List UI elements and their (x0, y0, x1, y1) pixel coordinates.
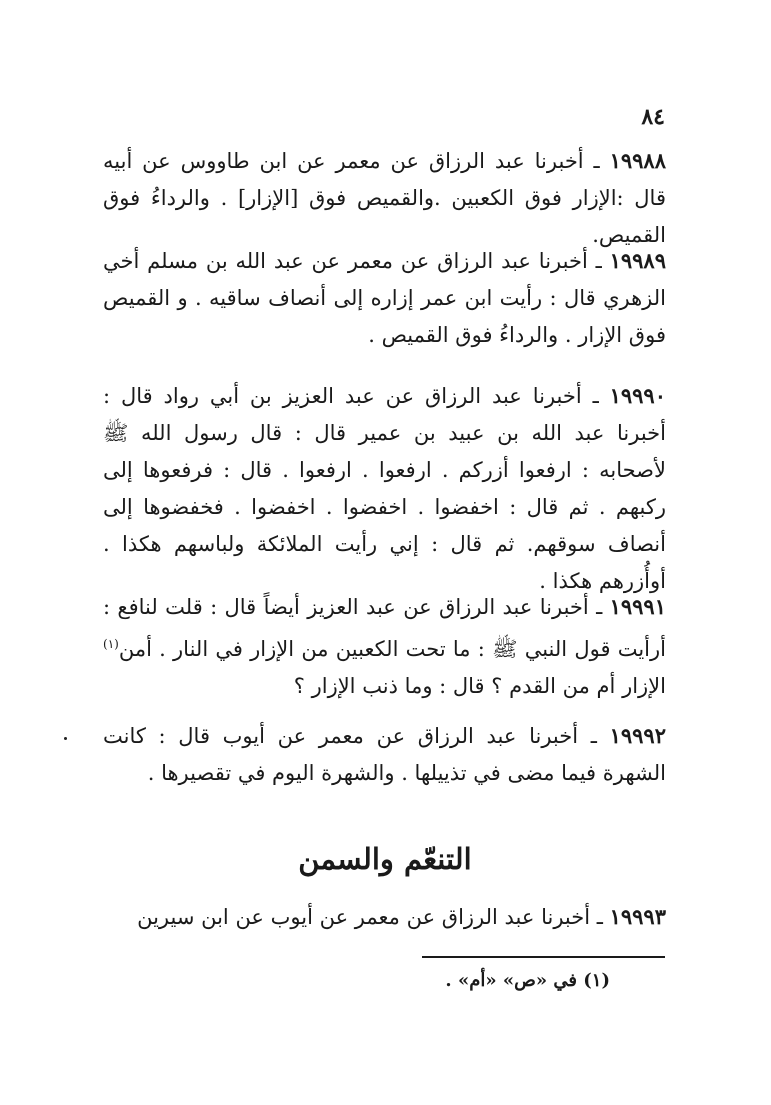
hadith-number: ١٩٩٨٩ (609, 248, 666, 273)
hadith-text: ـ أخبرنا عبد الرزاق عن عبد العزيز أيضاً قال : قلت لنافع : أرأيت قول النبي ﷺ : ما تحت الكعبين من الإزار في النار . أمن (103, 595, 666, 661)
section-heading: التنعّم والسمن (298, 842, 472, 876)
hadith-number: ١٩٩٨٨ (609, 148, 666, 173)
hadith-text: ـ أخبرنا عبد الرزاق عن معمر عن أيوب عن ابن سيرين (137, 905, 610, 929)
hadith-entry-19993 (103, 898, 666, 936)
stray-mark (64, 737, 67, 740)
hadith-entry-19992 (103, 717, 666, 792)
footnote-reference[interactable]: (١) (103, 637, 119, 651)
hadith-text: ـ أخبرنا عبد الرزاق عن معمر عن ابن طاووس عن أبيه قال :الإزار فوق الكعبين .والقميص فوق [الإزار] . والرداءُ فوق القميص. (103, 149, 666, 247)
page-number: ٨٤ (641, 104, 665, 130)
hadith-number: ١٩٩٩٠ (609, 383, 666, 408)
hadith-entry-19988 (103, 142, 666, 254)
hadith-text: ـ أخبرنا عبد الرزاق عن عبد العزيز بن أبي رواد قال : أخبرنا عبد الله بن عبيد بن عمير قال : قال رسول الله ﷺ لأصحابه : ارفعوا أزركم . ارفعوا . ارفعوا . قال : فرفعوها إلى ركبهم . ثم قال : اخفضوا . اخفضوا . اخفضوا . فخفضوها إلى أنصاف سوقهم. ثم قال : إني رأيت الملائكة ولباسهم هكذا . أوأُزرهم هكذا . (103, 384, 666, 593)
hadith-number: ١٩٩٩٣ (609, 904, 666, 929)
hadith-entry-19989 (103, 242, 666, 354)
hadith-text: ـ أخبرنا عبد الرزاق عن معمر عن عبد الله بن مسلم أخي الزهري قال : رأيت ابن عمر إزاره إلى أنصاف ساقيه . و القميص فوق الإزار . والرداءُ فوق القميص . (103, 249, 666, 347)
hadith-text: ـ أخبرنا عبد الرزاق عن معمر عن أيوب قال : كانت الشهرة فيما مضى في تذييلها . والشهرة اليوم في تقصيرها . (103, 724, 666, 785)
hadith-number: ١٩٩٩١ (609, 594, 666, 619)
hadith-number: ١٩٩٩٢ (609, 723, 666, 748)
hadith-text-continued: الإزار أم من القدم ؟ قال : وما ذنب الإزار ؟ (293, 674, 666, 698)
footnote-divider (422, 956, 665, 958)
hadith-entry-19991 (103, 588, 666, 705)
footnote: (١) في «ص» «أم» . (445, 970, 610, 991)
hadith-entry-19990 (103, 377, 666, 600)
